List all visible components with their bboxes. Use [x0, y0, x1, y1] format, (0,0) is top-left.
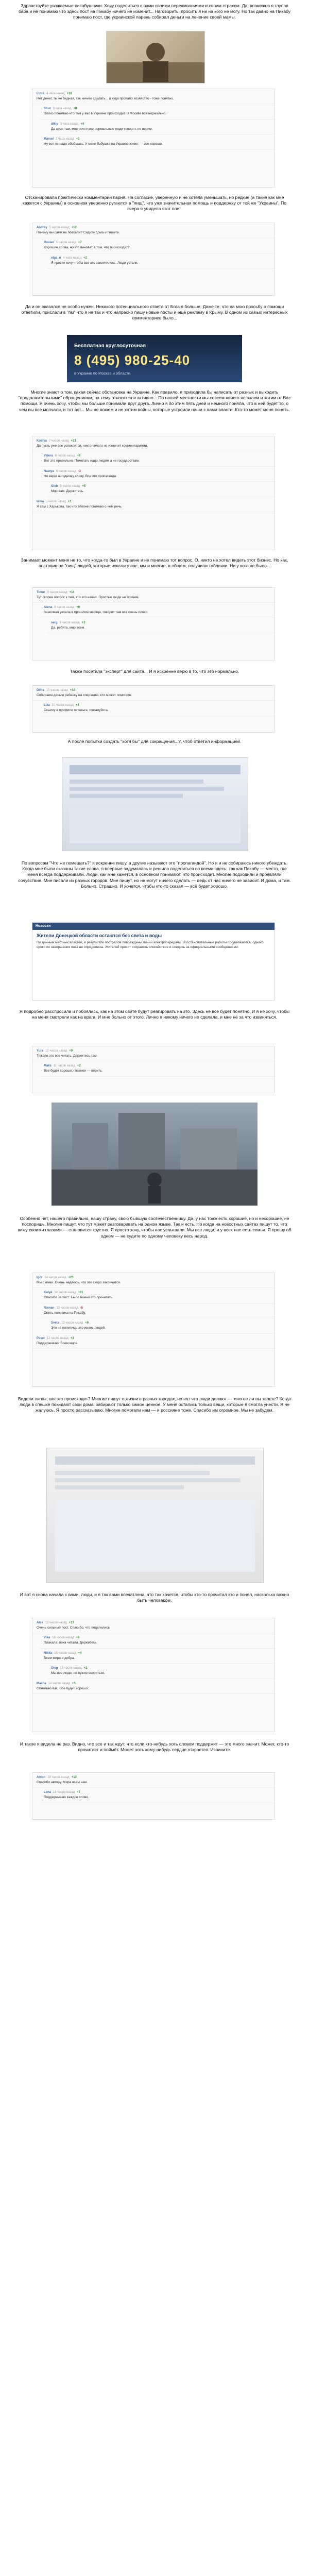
- comment: [47, 1664, 274, 1679]
- comment-time: 13 часов назад: [56, 1306, 78, 1310]
- comment-author[interactable]: Nastya: [44, 469, 54, 473]
- comment-thread-7: [32, 1273, 275, 1387]
- comment-author[interactable]: Maks: [44, 1064, 52, 1068]
- comment-author[interactable]: Lutra: [37, 92, 44, 95]
- comment: [47, 618, 274, 633]
- comment-time: 13 часов назад: [61, 1321, 83, 1325]
- comment-time: 3 часа назад: [53, 107, 72, 111]
- comment-score: +4: [80, 122, 84, 126]
- comment: [32, 1273, 274, 1288]
- news-body: По данным местных властей, в результате обстрелов повреждены линии электропередачи. Восстановительные работы продолжаются, однако сроки их завершения пока не определены. Жителей просят сохранять спокойствие и следить за официальными сообщениями.: [37, 941, 264, 949]
- comment-time: 5 часов назад: [56, 241, 76, 245]
- comment-time: 14 часов назад: [48, 1682, 70, 1685]
- comment-score: +16: [66, 92, 72, 95]
- paragraph-12: И вот я снова начала с вами, люди, и я так вами впечатлена, что так хочется, чтобы кто-то прочитал это и понял, насколько важно быть человеком.: [20, 1592, 289, 1603]
- comment-author[interactable]: tema: [37, 500, 44, 503]
- comment-score: +13: [71, 1776, 77, 1779]
- comment: [40, 603, 274, 618]
- comment-author[interactable]: Shur: [44, 107, 51, 111]
- comment-text: Ну вот не надо обобщать. У меня бабушка на Украине живет — все хорошо.: [44, 142, 163, 146]
- comment-text: Да хрен там, мне почти все нормальные люди говорят, не верим.: [51, 127, 153, 131]
- comment-text: Мы с вами. Очень надеюсь, что это скоро закончится.: [37, 1281, 121, 1284]
- comment-author[interactable]: Timur: [37, 591, 45, 594]
- paragraph-10: Особенно нет, нашего правильно, нашу страну, свою бывшую соотечественницу. Да, у нас тоже есть хорошие, но и нехорошие, не поспоришь. Многие пишут, что тут может разговаривать на одном языке. Так и есть. Но когда на новостных сайтах пишут то, что вижу своими глазами — становится грустно. Я просто хочу, чтобы нас услышали. Мы все люди, и у всех нас есть семьи. Я прошу об одном — не судите по одному человеку весь народ.: [18, 1216, 291, 1239]
- comment-thread-3: [32, 436, 275, 550]
- comment-text: Опять политика на Пикабу.: [44, 1311, 86, 1315]
- comment-author[interactable]: Ruslan: [44, 241, 55, 245]
- comment-text: Спасибо за пост. Было важно это прочитать.: [44, 1296, 113, 1300]
- comment-text: Я просто хочу чтобы все это закончилось. Люди устали.: [51, 261, 139, 265]
- comment-thread-6: [32, 1046, 275, 1093]
- comment-time: 5 часов назад: [49, 226, 70, 229]
- comment-score: +7: [78, 241, 82, 245]
- comment: [40, 1649, 274, 1664]
- comment-score: +6: [85, 1321, 89, 1325]
- comment-author[interactable]: Marsel: [44, 138, 54, 141]
- comment-time: 12 часов назад: [46, 1336, 68, 1340]
- paragraph-8: По вопросам "Что же помещать?" я искренне пишу, а другие называют это "пропагандой". Но я и не собираюсь никого убеждать. Когда мне были сказаны такие слова, я впервые задумалась и решила поделиться со всеми здесь, так как Пикабу — место, где меня всегда поддерживали. Люди, как мне кажется, в основном понимают, что происходит. Многие подходили и проявляли сочувствие. Мне писали из разных городов. Мне пишут, но не могут ничего сделать — ведь от нас ничего не зависит. И дома, и там. Больно. Страшно. И хочется, чтобы кто-то сказал — всё будет хорошо.: [18, 860, 291, 889]
- comment: [32, 89, 274, 104]
- comment-score: +6: [76, 606, 80, 609]
- comment-text: Поддерживаю каждое слово.: [44, 1795, 89, 1800]
- comment: [47, 1318, 274, 1333]
- comment-time: 14 часов назад: [54, 1291, 76, 1295]
- comment: [32, 223, 274, 238]
- comment-time: 16 часов назад: [45, 1621, 67, 1624]
- comment: [40, 238, 274, 253]
- comment: [47, 253, 274, 268]
- comment-author[interactable]: Pavel: [37, 1336, 45, 1340]
- paragraph-13: И такое я видела не раз. Видно, что все и так ждут, что если кто-нибудь хоть словом поддержит — это много значит. Может, кто-то прочитает и поймёт. Может хоть кому-нибудь сердце откроется. Извините.: [20, 1741, 289, 1753]
- street-photo: [52, 1103, 258, 1206]
- comment: [32, 1334, 274, 1349]
- comment-time: 5 часов назад: [60, 485, 80, 488]
- comment: [32, 1046, 274, 1061]
- comment-text: Ссылку в профиле оставьте, пожалуйста.: [44, 708, 109, 713]
- comment-text: Мир вам. Держитесь.: [51, 489, 84, 494]
- comment: [47, 120, 274, 134]
- comment-author[interactable]: Gleb: [51, 485, 58, 488]
- comment-author[interactable]: dikiy: [51, 122, 58, 126]
- comment-thread-9: [32, 1772, 275, 1820]
- comment-time: 16 часов назад: [52, 1636, 74, 1640]
- comment-author[interactable]: Vika: [44, 1636, 50, 1640]
- comment-author[interactable]: Dima: [37, 689, 44, 692]
- comment: [32, 497, 274, 512]
- comment-text: Это не политика, это жизнь людей.: [51, 1326, 106, 1330]
- comment-text: Спасибо автору. Мира всем нам.: [37, 1781, 88, 1784]
- comment: [32, 436, 274, 451]
- comment-author[interactable]: Lena: [44, 1791, 52, 1794]
- comment-author[interactable]: Alex: [37, 1621, 43, 1624]
- comment-author[interactable]: Roman: [44, 1306, 55, 1310]
- comment-text: Всем мира и добра.: [44, 1656, 75, 1660]
- comment-score: +11: [78, 1291, 83, 1295]
- comment-text: Очень сильный пост. Спасибо, что поделились.: [37, 1626, 111, 1630]
- comment-time: 15 часов назад: [60, 1667, 82, 1670]
- comment-score: +5: [82, 485, 86, 488]
- comment-score: +9: [77, 454, 81, 458]
- comment: [40, 701, 274, 716]
- comment-thread-8: [32, 1618, 275, 1732]
- intro-paragraph: Здравствуйте уважаемые пикабушники. Хочу поделиться с вами своими переживаниями и своим страхом. Да, возможно я глупая баба и не понимаю что здесь пост на Пикабу ничего не изменит... Наговорить, просить я ни на кого не могу. Но так давно на Пикабу понимаю пост, где украинской парень собирал деньги на лечение своей мамы.: [18, 3, 291, 20]
- comment-author[interactable]: Liza: [44, 704, 50, 707]
- comment-time: 8 часов назад: [54, 606, 75, 609]
- comment-time: 2 часа назад: [56, 138, 74, 141]
- comment-score: +3: [81, 621, 85, 624]
- comment: [40, 1303, 274, 1318]
- comment-time: 7 часов назад: [49, 439, 69, 443]
- comment-thread-1: [32, 89, 275, 188]
- comment-author[interactable]: Alena: [44, 606, 53, 609]
- paragraph-4: Многие знают о том, какая сейчас обстановка на Украине. Как правило, я приходила бы написать от разных и выходить "продолжительными" обращениями, на тему относится и активно... По нашей местности мы совсем ничего не знаем и хотим от Вас помощи. Я очень хочу, чтобы мы больше понимали друг друга. Лично я по этим пять дней и немного поняла, что в ней будет то, о чем вы все молчали, и тот вот... Мы не воюем и не хотим войны, которые устроили наши с вами власти. Кто-то может меня понять.: [18, 389, 291, 412]
- comment-text: Плохо понимаю что там у вас в Украине происходит. В Москве все нормально.: [44, 112, 167, 116]
- comment-author[interactable]: Igor: [37, 1276, 43, 1279]
- comment: [40, 1788, 274, 1803]
- comment-time: 18 часов назад: [47, 1776, 70, 1779]
- comment: [32, 1618, 274, 1633]
- comment: [40, 104, 274, 119]
- comment-score: +2: [83, 1667, 88, 1670]
- paragraph-7: А после попытки создать "хотя бы" для сокращения...?, чтоб ответил информацией.: [67, 739, 242, 744]
- comment-author[interactable]: Andrey: [37, 226, 47, 229]
- comment-score: +3: [76, 138, 80, 141]
- comment-time: 10 часов назад: [52, 704, 74, 707]
- comment-text: Все будет хорошо, главное — верить.: [44, 1069, 103, 1073]
- comment-score: +9: [69, 1049, 73, 1053]
- comment-time: 4 часа назад: [46, 92, 65, 95]
- comment-text: Да, ребята, мир всем.: [51, 625, 85, 630]
- comment-author[interactable]: Valera: [44, 454, 53, 458]
- comment-score: +12: [71, 226, 77, 229]
- comment-time: 9 часов назад: [47, 591, 67, 594]
- comment-text: Нет денег, ты не бедная, так ничего сделать... и куда пропало хозяйство - тоже понятно.: [37, 97, 174, 100]
- comment: [40, 467, 274, 482]
- comment-author[interactable]: Anton: [37, 1776, 46, 1779]
- paragraph-2: Отсканировала практически комментарий парня. На согласие, уверенную и не хотела уменьшать, но редкие (а такие как мне кажется с Украины) в основном уверенно ругаются в "пищ", что уже значительная помощь и поддержку от той же "Украины". По вчера я увидела этот пост.: [22, 195, 287, 212]
- comment: [40, 1288, 274, 1303]
- paragraph-11: Видели ли вы, как это происходит? Многие пишут о жизни в разных городах, но вот что люди делают — многое ли вы знаете? Когда люди в спешке покидают свои дома, забирают только самое ценное. У меня остались только вещи, которые я смогла унести. Я не жалуюсь. Я просто рассказываю. Многие помогали нам — и россияне тоже. Спасибо им огромное. Мы не забудем.: [18, 1396, 291, 1413]
- comment-time: 14 часов назад: [44, 1276, 66, 1279]
- ad-banner[interactable]: [67, 335, 242, 382]
- comment: [47, 482, 274, 497]
- comment-author[interactable]: Nikita: [44, 1651, 53, 1655]
- comment-author[interactable]: Yura: [37, 1049, 44, 1053]
- comment-text: Собираем деньги ребенку на операцию, кто может помогите.: [37, 693, 132, 697]
- comment-thread-2: [32, 223, 275, 296]
- news-source: Новости: [32, 923, 274, 930]
- comment-text: Обнимаю вас. Все будет хорошо.: [37, 1686, 89, 1690]
- sample-photo: [106, 31, 205, 83]
- comment-time: 5 часов назад: [46, 500, 66, 503]
- photo-illustration: [107, 31, 204, 83]
- news-title[interactable]: Жители Донецкой области остаются без света и воды: [37, 933, 162, 938]
- paragraph-6: Также посетила "эксперт" для сайта... И я искренне верю в то, что это нормально.: [70, 669, 239, 674]
- news-card-1[interactable]: [32, 922, 275, 1001]
- comment: [40, 1633, 274, 1648]
- screenshot-placeholder: [62, 758, 248, 851]
- comment-text: Не верю ни одному слову. Все это пропаганда.: [44, 474, 117, 478]
- comment: [32, 1679, 274, 1694]
- comment-author[interactable]: Masha: [37, 1682, 46, 1685]
- comment-thread-5: [32, 685, 275, 733]
- comment-author[interactable]: Kostya: [37, 439, 47, 443]
- comment-thread-4: [32, 587, 275, 660]
- comment: [32, 1773, 274, 1788]
- paragraph-3: Да и он оказался не особо нужен. Никакого потенциального ответа от Бога я больше. Даже те, что на мою просьбу о помощи ответили, прислали в "пм" что я не так и что напрасно пишу новые посты и ещё рекламу в Крыму. В одном из самых интересных комментариев было...: [21, 304, 288, 321]
- comment-text: Тяжело это все читать. Держитесь там.: [37, 1054, 98, 1058]
- comment: [40, 1061, 274, 1076]
- comment-score: +17: [68, 1621, 75, 1624]
- paragraph-9: Я подробно расспросила и побоялась, как на этом сайте будут реагировать на это. Здесь не все будет понятно. И я не хочу, чтобы на меня смотрели как на врага. И мне больно от этого. Лично я никому ничего не сделала, и мне не за что извиняться.: [19, 1009, 290, 1020]
- comment: [32, 588, 274, 603]
- comment-text: Знакомая уехала в прошлом месяце, говорит там все очень плохо.: [44, 611, 148, 615]
- comment-author[interactable]: Katya: [44, 1291, 53, 1295]
- comment: [40, 451, 274, 466]
- comment-text: Поддерживаю. Всем мира.: [37, 1341, 79, 1345]
- screenshot-image: [62, 757, 248, 851]
- comment-score: +8: [76, 1636, 80, 1640]
- comment-time: 6 часов назад: [55, 454, 75, 458]
- banner-caption: в Украине по Москве и области: [74, 371, 131, 376]
- comment-text: Вот это правильно. Помогать надо людям а не государствам.: [44, 459, 140, 463]
- screenshot-image-2: [46, 1448, 264, 1583]
- comment-time: 4 часа назад: [63, 256, 81, 260]
- comment-score: +4: [75, 704, 79, 707]
- comment-score: +3: [70, 1336, 74, 1340]
- comment-author[interactable]: olga_n: [51, 256, 61, 260]
- comment-time: 12 часов назад: [45, 1049, 67, 1053]
- comment-author[interactable]: Oleg: [51, 1667, 58, 1670]
- comment-text: Да пусть уже все успокоятся, никто ничего не изменит комментариями.: [37, 444, 148, 448]
- comment: [32, 686, 274, 701]
- banner-phone: 8 (495) 980-25-40: [74, 352, 191, 368]
- comment-author[interactable]: Sveta: [51, 1321, 60, 1325]
- comment-score: +1: [67, 500, 72, 503]
- comment-time: 3 часа назад: [60, 122, 79, 126]
- comment-score: +14: [69, 591, 75, 594]
- comment-score: +7: [77, 1791, 81, 1794]
- comment-author[interactable]: serg: [51, 621, 58, 624]
- screenshot-placeholder: [47, 1448, 263, 1582]
- comment-text: Почему вы сами не поехали? Сидите дома и пишете.: [37, 231, 120, 234]
- banner-headline: Бесплатная круглосуточная: [74, 343, 146, 349]
- comment-score: +5: [72, 1682, 76, 1685]
- comment-score: +8: [73, 107, 77, 111]
- comment-time: 11 часов назад: [54, 1064, 75, 1068]
- street-photo-illustration: [52, 1103, 258, 1206]
- comment-text: Плакала, пока читала. Держитесь.: [44, 1641, 98, 1645]
- comment-score: +25: [68, 1276, 74, 1279]
- comment-time: 10 часов назад: [46, 689, 68, 692]
- comment-score: +2: [77, 1064, 81, 1068]
- comment-score: -5: [80, 1306, 83, 1310]
- comment-time: 18 часов назад: [53, 1791, 75, 1794]
- comment-text: Хорошие слова, но кто виноват в том, что происходит?: [44, 246, 130, 250]
- comment-score: +18: [70, 689, 76, 692]
- comment-time: 15 часов назад: [54, 1651, 76, 1655]
- comment-text: Я сам с Харькова, так что вполне понимаю о чем речь.: [37, 504, 123, 509]
- comment-score: +21: [71, 439, 77, 443]
- comment-text: Тут скорее вопрос к тем, кто это начал. Простые люди не причем.: [37, 596, 140, 599]
- paragraph-5: Занимает момент меня не то, что когда-то был в Украине и не понимаю тот вопрос. О, никто не хотел видеть этот бизнес. Но как, поставив на "пищ" людей, которые искали у нас, мы и многие, в общем, получили таблички. Ни у кого не было...: [21, 557, 288, 569]
- comment: [40, 134, 274, 149]
- comment-score: -3: [78, 469, 81, 473]
- comment-score: +2: [83, 256, 87, 260]
- comment-text: Мы все люди, не нужно ссориться.: [51, 1671, 106, 1675]
- comment-time: 8 часов назад: [59, 621, 80, 624]
- comment-time: 6 часов назад: [56, 469, 76, 473]
- comment-score: +4: [78, 1651, 82, 1655]
